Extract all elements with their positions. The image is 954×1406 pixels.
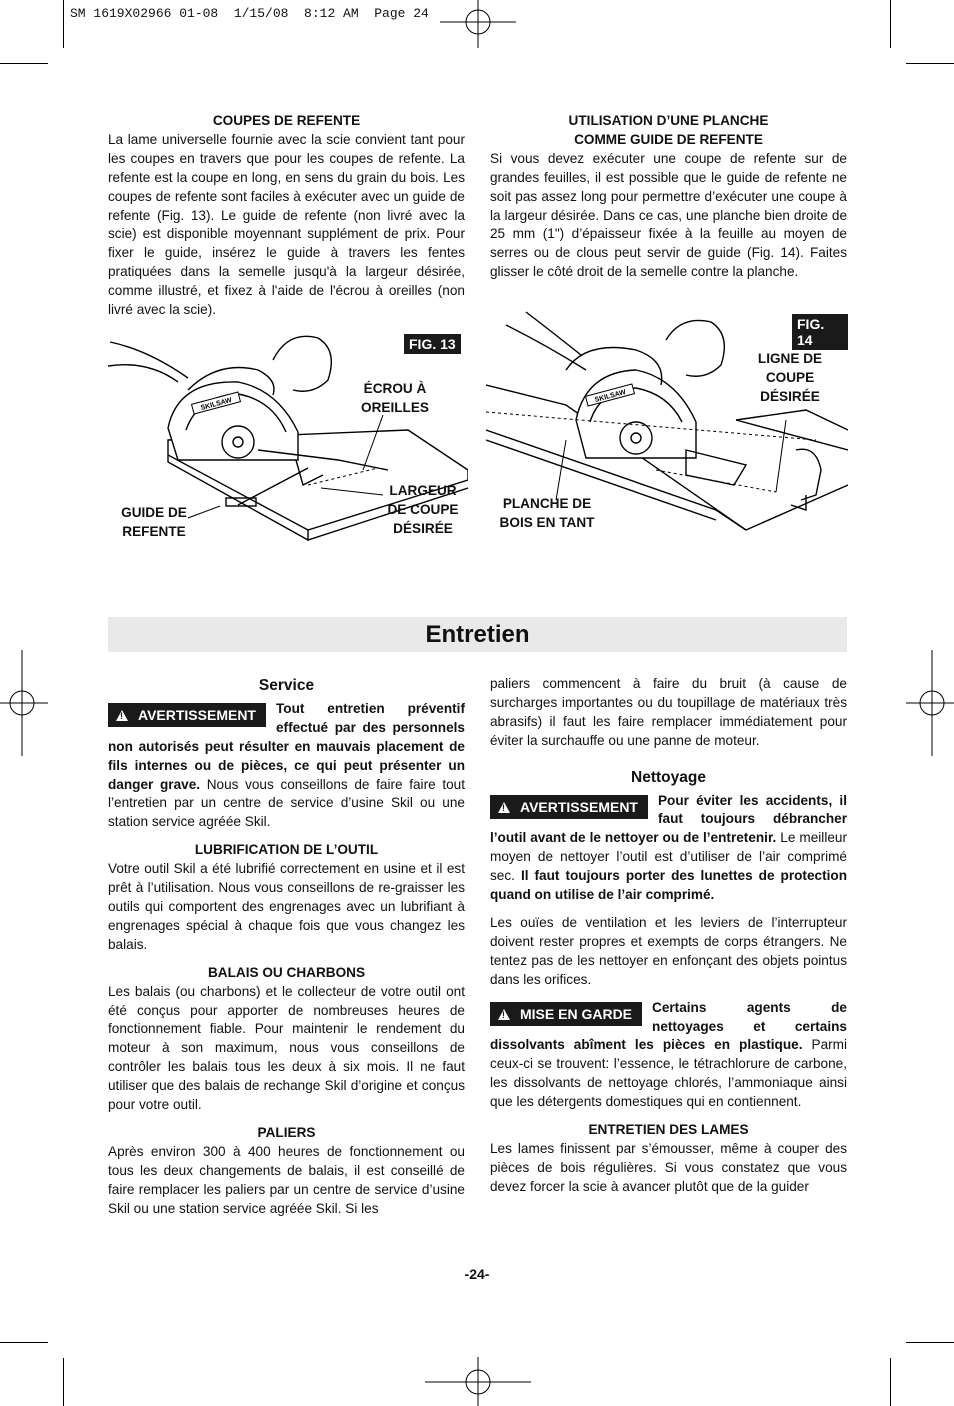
board-guide-heading-1: UTILISATION D’UNE PLANCHE [568, 113, 769, 128]
crop-mark [906, 63, 954, 64]
fig14-callout-board: PLANCHE DE BOIS EN TANT [499, 496, 595, 530]
right-column [490, 675, 847, 1197]
crop-mark [890, 1358, 891, 1406]
registration-mark-left [0, 650, 50, 756]
lubrication-heading: LUBRIFICATION DE L’OUTIL [194, 842, 379, 858]
registration-mark-bottom [425, 1355, 531, 1406]
fig13-label: FIG. 13 [404, 334, 461, 354]
brushes-body: Les balais (ou charbons) et le collecteur de votre outil ont été conçus pour apporter de nombreuses heures de fonctionnement fiable. Pour maintenir le rendement du moteur à son maximum, nous vous conseillons de contrôler les balais tous les deux à six mois. Il ne faut utiliser que des balais de rechange Skil d’origine et conçus pour votre outil. [108, 983, 465, 1113]
cleaning-title: Nettoyage [631, 768, 706, 786]
figure-14 [486, 310, 848, 540]
fig13-callout-cut-width: LARGEUR DE COUPE DÉSIRÉE [387, 483, 459, 536]
rip-cuts-section [108, 112, 465, 320]
cleaning-vents: Les ouïes de ventilation et les leviers de l’interrupteur doivent rester propres et exempts de corps étrangers. Ne tentez pas de les nettoyer en enfonçant des objets pointus dans les orifices. [490, 914, 847, 987]
crop-mark [906, 1342, 954, 1343]
bearings-body: Après environ 300 à 400 heures de fonctionnement ou tous les deux changements de balais, il est conseillé de faire remplacer les paliers par un centre de service d’usine Skil ou une station service agréée Skil. Si les [108, 1143, 465, 1216]
bearings-body-continued: paliers commencent à faire du bruit (à cause de surcharges importantes ou du toupillage de matériaux très abrasifs) il faut les faire remplacer immédiatement pour éviter la surchauffe ou une panne de moteur. [490, 676, 847, 748]
crop-mark [0, 63, 48, 64]
caution-badge: !MISE EN GARDE [490, 1002, 642, 1026]
print-slug: SM 1619X02966 01-08 1/15/08 8:12 AM Page 24 [70, 6, 429, 21]
warning-badge: !AVERTISSEMENT [490, 795, 648, 819]
fig14-brand: SKILSAW [594, 388, 627, 404]
blades-heading: ENTRETIEN DES LAMES [588, 1122, 749, 1138]
crop-mark [890, 0, 891, 48]
bearings-heading: PALIERS [257, 1124, 316, 1140]
warning-triangle-icon [498, 1009, 510, 1020]
lubrication-body: Votre outil Skil a été lubrifié correctement en usine et il est prêt à l’utilisation. Nous vous conseillons de re-graisser les outils qui comportent des engrenages avec un lubrifiant à engrenages spécial à chaque fois que vous changez les balais. [108, 861, 465, 952]
section-title: Entretien [108, 617, 847, 652]
brushes-heading: BALAIS OU CHARBONS [207, 964, 366, 980]
crop-mark [63, 0, 64, 48]
rip-cuts-body: La lame universelle fournie avec la scie convient tant pour les coupes en travers que pour les coupes de refente. La refente est la coupe en long, en sens du grain du bois. Les coupes de refente sont faciles à exécuter avec un guide de refente (Fig. 13). Le guide de refente (non livré avec la scie) est disponible moyennant supplément de prix. Pour fixer le guide, insérez le guide à travers les fentes pratiquées dans la semelle jusqu'à la largeur désirée, comme illustré, et fixez à l'aide de l'écrou à oreilles (non livré avec la scie). [108, 131, 465, 318]
fig14-label: FIG. 14 [792, 314, 848, 350]
fig13-brand: SKILSAW [200, 396, 233, 412]
fig14-callout-cut-line: LIGNE DE COUPE DÉSIRÉE [757, 351, 823, 404]
service-warning: !AVERTISSEMENT Tout entretien préventif effectué par des personnels non autorisés peut résulter en mauvais placement de fils internes ou de pièces, ce qui peut présenter un danger grave. Nous vous conseillons de faire faire tout l’entretien par un centre de service d’usine Skil ou une station service agréée Skil. [108, 700, 465, 832]
registration-mark-right [904, 650, 954, 756]
cleaning-warning: !AVERTISSEMENT Pour éviter les accidents, il faut toujours débrancher l’outil avant de le nettoyer ou de l’entretenir. Le meilleur moyen de nettoyer l’outil est d’utiliser de l’air comprimé sec. Il faut toujours porter des lunettes de protection quand on utilise de l’air comprimé. [490, 792, 847, 905]
crop-mark [0, 1342, 48, 1343]
warning-triangle-icon [498, 802, 510, 813]
left-column [108, 677, 465, 1218]
figure-13 [108, 320, 468, 550]
warning-triangle-icon [116, 710, 128, 721]
warning-badge: !AVERTISSEMENT [108, 703, 266, 727]
fig13-callout-wing-nut: ÉCROU À OREILLES [361, 381, 429, 415]
page-number: -24- [464, 1266, 490, 1282]
rip-cuts-heading: COUPES DE REFENTE [212, 113, 361, 128]
crop-mark [63, 1358, 64, 1406]
blades-body: Les lames finissent par s’émousser, même à couper des pièces de bois régulières. Si vous constatez que vous devez forcer la scie à avancer plutôt que de la guider [490, 1140, 847, 1194]
cleaning-caution: !MISE EN GARDE Certains agents de nettoyages et certains dissolvants abîment les pièces en plastique. Parmi ceux-ci se trouvent: l’essence, le tétrachlorure de carbone, les dissolvants de nettoyage chlorés, l’ammoniaque ainsi que les détergents domestiques qui en contiennent. [490, 999, 847, 1112]
board-guide-section [490, 112, 847, 282]
registration-mark-top [440, 0, 516, 50]
board-guide-body: Si vous devez exécuter une coupe de refente sur de grandes feuilles, il est possible que le guide de refente ne soit pas assez long pour permettre d’exécuter une coupe à la largeur désirée. Dans ce cas, une planche bien droite de 25 mm (1") d’épaisseur fixée à la feuille au moyen de serres ou de clous peut servir de guide (Fig. 14). Faites glisser le côté droit de la semelle contre la planche. [490, 150, 847, 280]
service-title: Service [258, 677, 315, 694]
board-guide-heading-2: COMME GUIDE DE REFENTE [574, 131, 763, 147]
fig13-callout-rip-guide: GUIDE DE REFENTE [121, 505, 187, 539]
